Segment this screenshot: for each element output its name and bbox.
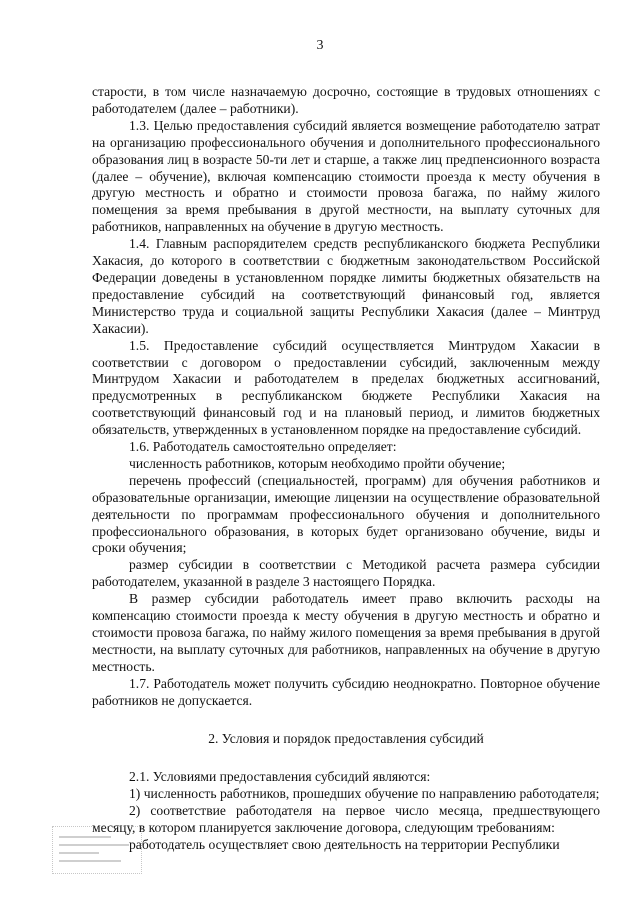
- paragraph-1-6-item-size: размер субсидии в соответствии с Методикой расчета размера субсидии работодателем, указанной в разделе 3 настоящего Порядка.: [92, 557, 600, 590]
- paragraph-1-4: 1.4. Главным распорядителем средств республиканского бюджета Республики Хакасия, до которого в соответствии с бюджетным законодательством Российской Федерации доведены в установленном порядке лимиты бюджетных обязательств на предоставление субсидий на соответствующий финансовый год, является Министерство труда и социальной защиты Республики Хакасия (далее – Минтруд Хакасии).: [92, 236, 600, 336]
- paragraph-2-1-item-2: 2) соответствие работодателя на первое число месяца, предшествующего месяцу, в котором планируется заключение договора, следующим требованиям:: [92, 803, 600, 836]
- paragraph-1-5: 1.5. Предоставление субсидий осуществляется Минтрудом Хакасии в соответствии с договором о предоставлении субсидий, заключенным между Минтрудом Хакасии и работодателем в пределах бюджетных ассигнований, предусмотренных в республиканском бюджете Республики Хакасия на соответствующий финансовый год и на плановый период, и лимитов бюджетных обязательств, утвержденных в установленном порядке на предоставление субсидий.: [92, 337, 600, 438]
- paragraph-continuation: старости, в том числе назначаемую досрочно, состоящие в трудовых отношениях с работодателем (далее – работники).: [92, 84, 600, 116]
- paragraph-1-6-item-count: численность работников, которым необходимо пройти обучение;: [129, 455, 506, 471]
- section-2-heading: 2. Условия и порядок предоставления субсидий: [208, 730, 484, 746]
- paragraph-1-3: 1.3. Целью предоставления субсидий является возмещение работодателю затрат на организацию профессионального обучения и дополнительного профессионального образования лиц в возрасте 50-ти лет и старше, а также лиц предпенсионного возраста (далее – обучение), включая компенсацию стоимости проезда к месту обучения в другую местность и обратно и стоимости провоза багажа, по найму жилого помещения за время пребывания в другой местности, на выплату суточных для работников, направленных на обучение в другую местность.: [92, 117, 600, 235]
- paragraph-2-1-item-1: 1) численность работников, прошедших обучение по направлению работодателя;: [129, 786, 600, 802]
- faded-stamp: [52, 826, 142, 874]
- page-number: 3: [316, 38, 324, 53]
- paragraph-1-6-item-professions: перечень профессий (специальностей, программ) для обучения работников и образовательные организации, имеющие лицензии на осуществление образовательной деятельности по программам профессионального обучения и дополнительного профессионального образования, в которых будет организовано обучение, виды и сроки обучения;: [92, 472, 600, 556]
- paragraph-subsidy-expenses: В размер субсидии работодатель имеет право включить расходы на компенсацию стоимости проезда к месту обучения в другую местность и обратно и стоимости провоза багажа, по найму жилого помещения за время пребывания в другой местности, на выплату суточных для работников, направленных на обучение в другую местность.: [92, 591, 600, 674]
- paragraph-employer-territory: работодатель осуществляет свою деятельность на территории Республики: [129, 837, 560, 853]
- paragraph-2-1: 2.1. Условиями предоставления субсидий являются:: [129, 769, 431, 785]
- paragraph-1-7: 1.7. Работодатель может получить субсидию неоднократно. Повторное обучение работников не допускается.: [92, 675, 600, 708]
- document-body: [92, 84, 600, 854]
- paragraph-1-6: 1.6. Работодатель самостоятельно определяет:: [129, 439, 397, 455]
